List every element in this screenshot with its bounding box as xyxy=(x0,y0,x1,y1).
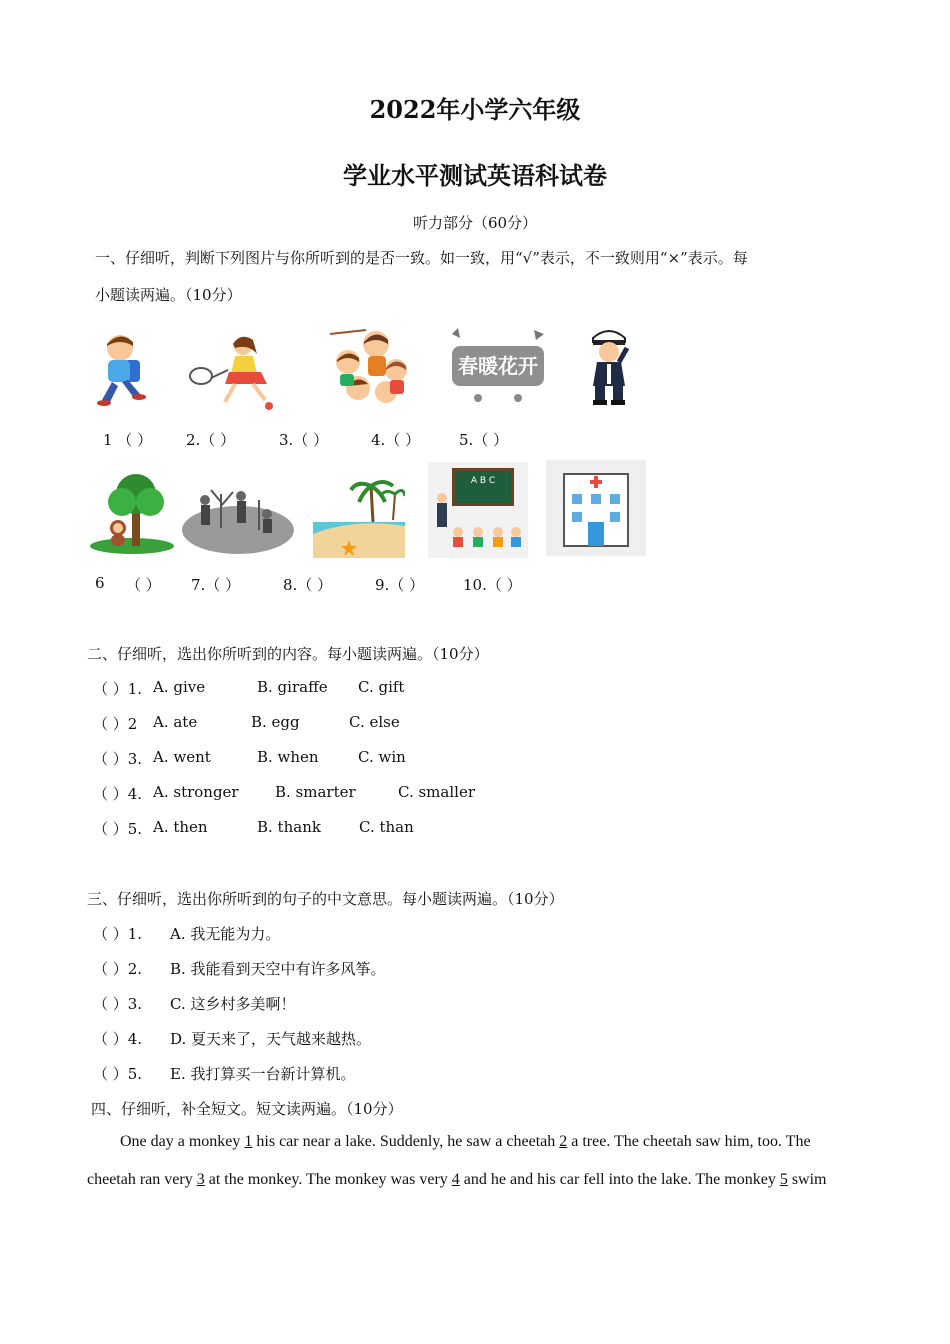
s3-option-b: B. 我能看到天空中有许多风筝。 xyxy=(170,960,386,978)
exam-title-line2: 学业水平测试英语科试卷 xyxy=(343,161,607,190)
passage-line2 xyxy=(87,1171,826,1189)
s2-q5-prefix: （ ）5. xyxy=(93,820,143,838)
s3-option-a: A. 我无能为力。 xyxy=(170,925,281,943)
s2-q2-prefix: （ ）2 xyxy=(93,715,138,733)
blank-5[interactable]: 5 xyxy=(779,1171,788,1188)
beach-picture xyxy=(313,474,405,558)
section1-instruction-line2: 小题读两遍。（10分） xyxy=(95,286,242,304)
section2-instruction: 二、仔细听，选出你所听到的内容。每小题读两遍。（10分） xyxy=(87,645,489,663)
s3-q1-prefix: （ ）1. xyxy=(93,925,143,943)
item4-label: 4.（ ） xyxy=(371,431,421,449)
item8-label: 8.（ ） xyxy=(283,576,333,594)
item10-label: 10.（ ） xyxy=(463,576,522,594)
s2-q4-option-b: B. smarter xyxy=(275,783,356,801)
passage-line1 xyxy=(120,1133,811,1151)
s2-q3-prefix: （ ）3. xyxy=(93,750,143,768)
s2-q2-option-b: B. egg xyxy=(251,713,300,731)
item5-label: 5.（ ） xyxy=(459,431,509,449)
item7-label: 7.（ ） xyxy=(191,576,241,594)
passage-text: his car near a lake. Suddenly, he saw a cheetah xyxy=(252,1133,560,1150)
s2-q4-option-a: A. stronger xyxy=(153,783,239,801)
s3-q5-prefix: （ ）5. xyxy=(93,1065,143,1083)
passage-text: One day a monkey xyxy=(120,1133,245,1150)
section3-instruction: 三、仔细听，选出你所听到的句子的中文意思。每小题读两遍。（10分） xyxy=(87,890,564,908)
passage-text: cheetah ran very xyxy=(87,1171,197,1188)
monkey-under-tree-picture xyxy=(88,470,176,556)
s2-q1-option-b: B. giraffe xyxy=(257,678,328,696)
s2-q5-option-a: A. then xyxy=(153,818,208,836)
listening-subtitle: 听力部分（60分） xyxy=(412,214,538,232)
s3-q2-prefix: （ ）2. xyxy=(93,960,143,978)
s2-q3-option-c: C. win xyxy=(358,748,406,766)
blank-1[interactable]: 1 xyxy=(244,1133,253,1150)
item9-label: 9.（ ） xyxy=(375,576,425,594)
s2-q2-option-c: C. else xyxy=(349,713,400,731)
blank-3[interactable]: 3 xyxy=(196,1171,205,1188)
s3-option-c: C. 这乡村多美啊！ xyxy=(170,995,296,1013)
running-boy-picture xyxy=(92,330,152,410)
s2-q5-option-b: B. thank xyxy=(257,818,321,836)
s2-q5-option-c: C. than xyxy=(359,818,414,836)
section4-instruction: 四、仔细听，补全短文。短文读两遍。（10分） xyxy=(91,1100,403,1118)
section1-instruction-line1: 一、仔细听，判断下列图片与你所听到的是否一致。如一致，用“√”表示，不一致则用“×”表示。每 xyxy=(95,249,748,267)
s3-q3-prefix: （ ）3. xyxy=(93,995,143,1013)
s3-option-d: D. 夏天来了，天气越来越热。 xyxy=(170,1030,372,1048)
exam-title-line1: 2022年小学六年级 xyxy=(369,95,581,124)
spring-flowers-sign-picture xyxy=(448,326,548,406)
s3-q4-prefix: （ ）4. xyxy=(93,1030,143,1048)
spring-flowers-sign-text: 春暖花开 xyxy=(458,354,538,378)
s2-q1-option-c: C. gift xyxy=(358,678,405,696)
item1-label: 1 （ ） xyxy=(103,431,153,449)
s2-q4-prefix: （ ）4. xyxy=(93,785,143,803)
item6-parens: （ ） xyxy=(126,576,161,594)
item6-label: 6 xyxy=(95,574,105,592)
item3-label: 3.（ ） xyxy=(279,431,329,449)
police-officer-picture xyxy=(583,326,635,406)
passage-text: and he and his car fell into the lake. The monkey xyxy=(459,1171,780,1188)
blank-2[interactable]: 2 xyxy=(559,1133,568,1150)
badminton-girl-picture xyxy=(183,332,283,412)
s2-q4-option-c: C. smaller xyxy=(398,783,475,801)
classroom-picture xyxy=(428,462,528,558)
s2-q2-option-a: A. ate xyxy=(153,713,198,731)
blank-4[interactable]: 4 xyxy=(451,1171,460,1188)
s2-q3-option-b: B. when xyxy=(257,748,319,766)
children-group-picture xyxy=(326,326,412,411)
s2-q3-option-a: A. went xyxy=(153,748,211,766)
item2-label: 2.（ ） xyxy=(186,431,236,449)
hospital-picture xyxy=(546,460,646,556)
s3-option-e: E. 我打算买一台新计算机。 xyxy=(170,1065,356,1083)
passage-text: swim xyxy=(787,1171,827,1188)
s2-q1-option-a: A. give xyxy=(153,678,206,696)
s2-q1-prefix: （ ）1. xyxy=(93,680,143,698)
tree-planting-picture xyxy=(181,480,295,556)
passage-text: a tree. The cheetah saw him, too. The xyxy=(567,1133,811,1150)
passage-text: at the monkey. The monkey was very xyxy=(204,1171,452,1188)
blackboard-text: A B C xyxy=(470,476,496,486)
